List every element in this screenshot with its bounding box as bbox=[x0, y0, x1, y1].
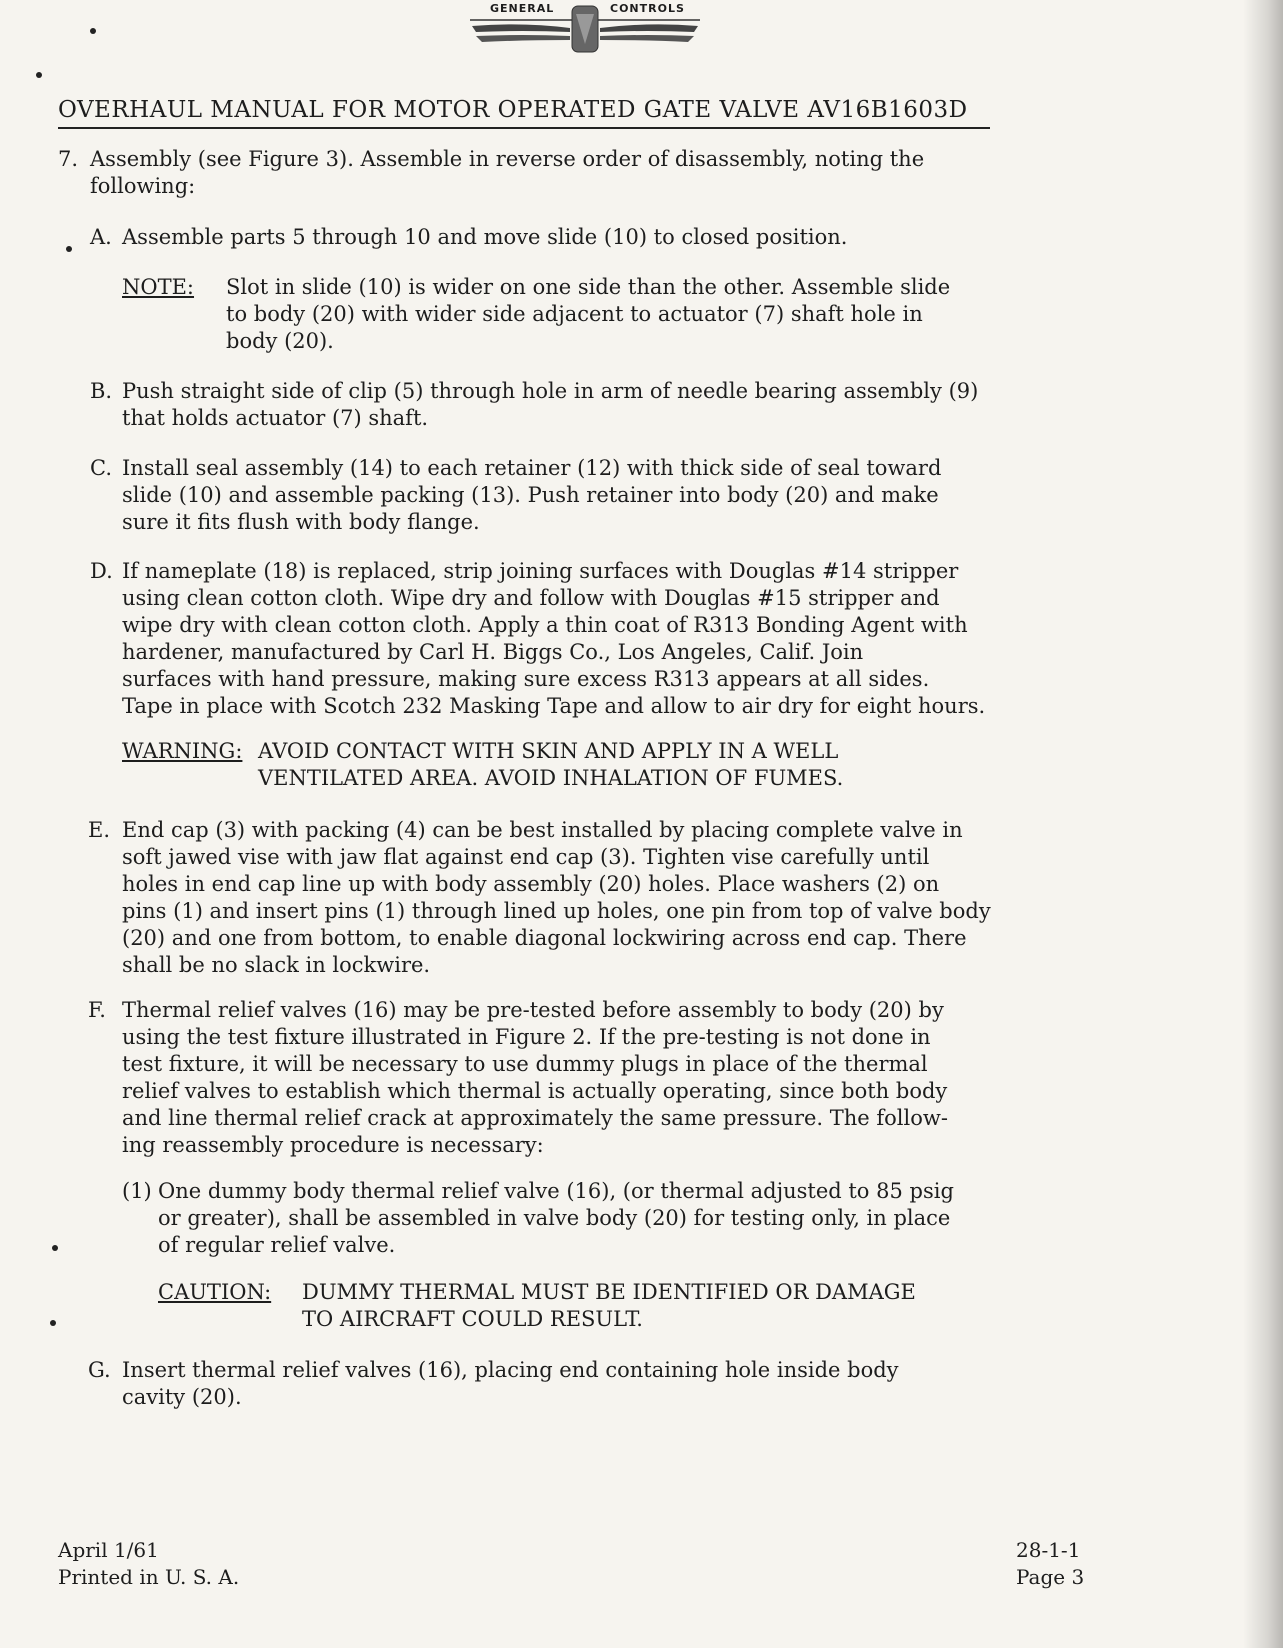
note-text bbox=[226, 274, 950, 355]
page-edge-shadow bbox=[1243, 0, 1283, 1648]
binder-mark bbox=[50, 1320, 56, 1326]
warning-text bbox=[258, 738, 843, 792]
item-f-line: Thermal relief valves (16) may be pre-tested before assembly to body (20) by bbox=[122, 998, 944, 1022]
caution-text bbox=[302, 1279, 916, 1333]
item-e-line: End cap (3) with packing (4) can be best installed by placing complete valve in bbox=[122, 818, 963, 842]
item-f-text bbox=[122, 997, 948, 1159]
binder-mark bbox=[66, 246, 72, 252]
item-a-text: Assemble parts 5 through 10 and move slide (10) to closed position. bbox=[122, 225, 848, 249]
item-d-line: surfaces with hand pressure, making sure excess R313 appears at all sides. bbox=[122, 667, 930, 691]
footer-date: April 1/61 bbox=[58, 1538, 159, 1562]
logo-text-left: GENERAL bbox=[490, 2, 555, 15]
item-g-line: cavity (20). bbox=[122, 1385, 242, 1409]
logo-text-right: CONTROLS bbox=[610, 2, 685, 15]
item-e-text bbox=[122, 817, 991, 979]
item-f1-line: or greater), shall be assembled in valve body (20) for testing only, in place bbox=[158, 1206, 951, 1230]
footer-left bbox=[58, 1537, 239, 1591]
caution-label bbox=[158, 1279, 271, 1306]
note-line: Slot in slide (10) is wider on one side than the other. Assemble slide bbox=[226, 275, 951, 299]
item-b-line: that holds actuator (7) shaft. bbox=[122, 406, 429, 430]
footer-page-number: Page 3 bbox=[1016, 1565, 1085, 1589]
item-f-line: and line thermal relief crack at approximately the same pressure. The follow- bbox=[122, 1106, 948, 1130]
item-b-label: B. bbox=[90, 379, 113, 403]
item-f1-line: of regular relief valve. bbox=[158, 1233, 396, 1257]
binder-mark bbox=[36, 72, 42, 78]
footer-printed: Printed in U. S. A. bbox=[58, 1565, 240, 1589]
item-d-line: using clean cotton cloth. Wipe dry and follow with Douglas #15 stripper and bbox=[122, 586, 940, 610]
item-f1-line: One dummy body thermal relief valve (16), (or thermal adjusted to 85 psig bbox=[158, 1179, 954, 1203]
section-intro-line: following: bbox=[90, 174, 196, 198]
title-rule bbox=[58, 127, 990, 129]
section-number: 7. bbox=[58, 147, 79, 171]
item-e-line: shall be no slack in lockwire. bbox=[122, 953, 431, 977]
item-a-label: A. bbox=[90, 225, 112, 249]
general-controls-logo bbox=[462, 0, 708, 56]
item-c-label: C. bbox=[90, 456, 112, 480]
item-d-label: D. bbox=[90, 559, 113, 583]
item-d-line: hardener, manufactured by Carl H. Biggs Co., Los Angeles, Calif. Join bbox=[122, 640, 864, 664]
item-d-line: wipe dry with clean cotton cloth. Apply a thin coat of R313 Bonding Agent with bbox=[122, 613, 968, 637]
item-c-line: sure it fits flush with body flange. bbox=[122, 510, 480, 534]
item-e-line: holes in end cap line up with body assembly (20) holes. Place washers (2) on bbox=[122, 872, 940, 896]
item-c-line: slide (10) and assemble packing (13). Push retainer into body (20) and make bbox=[122, 483, 939, 507]
section-intro bbox=[90, 146, 924, 200]
item-f-line: relief valves to establish which thermal is actually operating, since both body bbox=[122, 1079, 948, 1103]
item-g-text bbox=[122, 1357, 899, 1411]
caution-line: TO AIRCRAFT COULD RESULT. bbox=[302, 1307, 643, 1331]
item-e-line: pins (1) and insert pins (1) through lined up holes, one pin from top of valve body bbox=[122, 899, 991, 923]
page-title: OVERHAUL MANUAL FOR MOTOR OPERATED GATE VALVE AV16B1603D bbox=[58, 97, 968, 123]
item-d-line: Tape in place with Scotch 232 Masking Tape and allow to air dry for eight hours. bbox=[122, 694, 986, 718]
warning-line: AVOID CONTACT WITH SKIN AND APPLY IN A WELL bbox=[258, 739, 839, 763]
item-f-line: using the test fixture illustrated in Figure 2. If the pre-testing is not done in bbox=[122, 1025, 931, 1049]
note-line: body (20). bbox=[226, 329, 334, 353]
item-b-text bbox=[122, 378, 978, 432]
item-f1-text bbox=[158, 1178, 954, 1259]
section-intro-line: Assembly (see Figure 3). Assemble in reverse order of disassembly, noting the bbox=[90, 147, 925, 171]
note-label-text: NOTE: bbox=[122, 275, 195, 299]
item-c-line: Install seal assembly (14) to each retainer (12) with thick side of seal toward bbox=[122, 456, 942, 480]
warning-label bbox=[122, 738, 242, 765]
footer-docnum: 28-1-1 bbox=[1016, 1538, 1081, 1562]
warning-line: VENTILATED AREA. AVOID INHALATION OF FUMES. bbox=[258, 766, 844, 790]
note-label bbox=[122, 274, 194, 301]
item-b-line: Push straight side of clip (5) through hole in arm of needle bearing assembly (9) bbox=[122, 379, 979, 403]
item-g-line: Insert thermal relief valves (16), placing end containing hole inside body bbox=[122, 1358, 899, 1382]
item-f1-label: (1) bbox=[122, 1179, 152, 1203]
caution-label-text: CAUTION: bbox=[158, 1280, 272, 1304]
item-d-line: If nameplate (18) is replaced, strip joining surfaces with Douglas #14 stripper bbox=[122, 559, 959, 583]
item-f-line: ing reassembly procedure is necessary: bbox=[122, 1133, 544, 1157]
item-d-text bbox=[122, 558, 985, 720]
footer-right bbox=[1016, 1537, 1084, 1591]
caution-line: DUMMY THERMAL MUST BE IDENTIFIED OR DAMAGE bbox=[302, 1280, 916, 1304]
item-f-line: test fixture, it will be necessary to use dummy plugs in place of the thermal bbox=[122, 1052, 928, 1076]
binder-mark bbox=[52, 1245, 58, 1251]
note-line: to body (20) with wider side adjacent to actuator (7) shaft hole in bbox=[226, 302, 923, 326]
item-e-line: soft jawed vise with jaw flat against end cap (3). Tighten vise carefully until bbox=[122, 845, 930, 869]
item-f-label: F. bbox=[88, 998, 106, 1022]
warning-label-text: WARNING: bbox=[122, 739, 243, 763]
binder-mark bbox=[90, 28, 96, 34]
item-e-line: (20) and one from bottom, to enable diagonal lockwiring across end cap. There bbox=[122, 926, 967, 950]
item-g-label: G. bbox=[88, 1358, 111, 1382]
item-c-text bbox=[122, 455, 941, 536]
item-e-label: E. bbox=[88, 818, 111, 842]
